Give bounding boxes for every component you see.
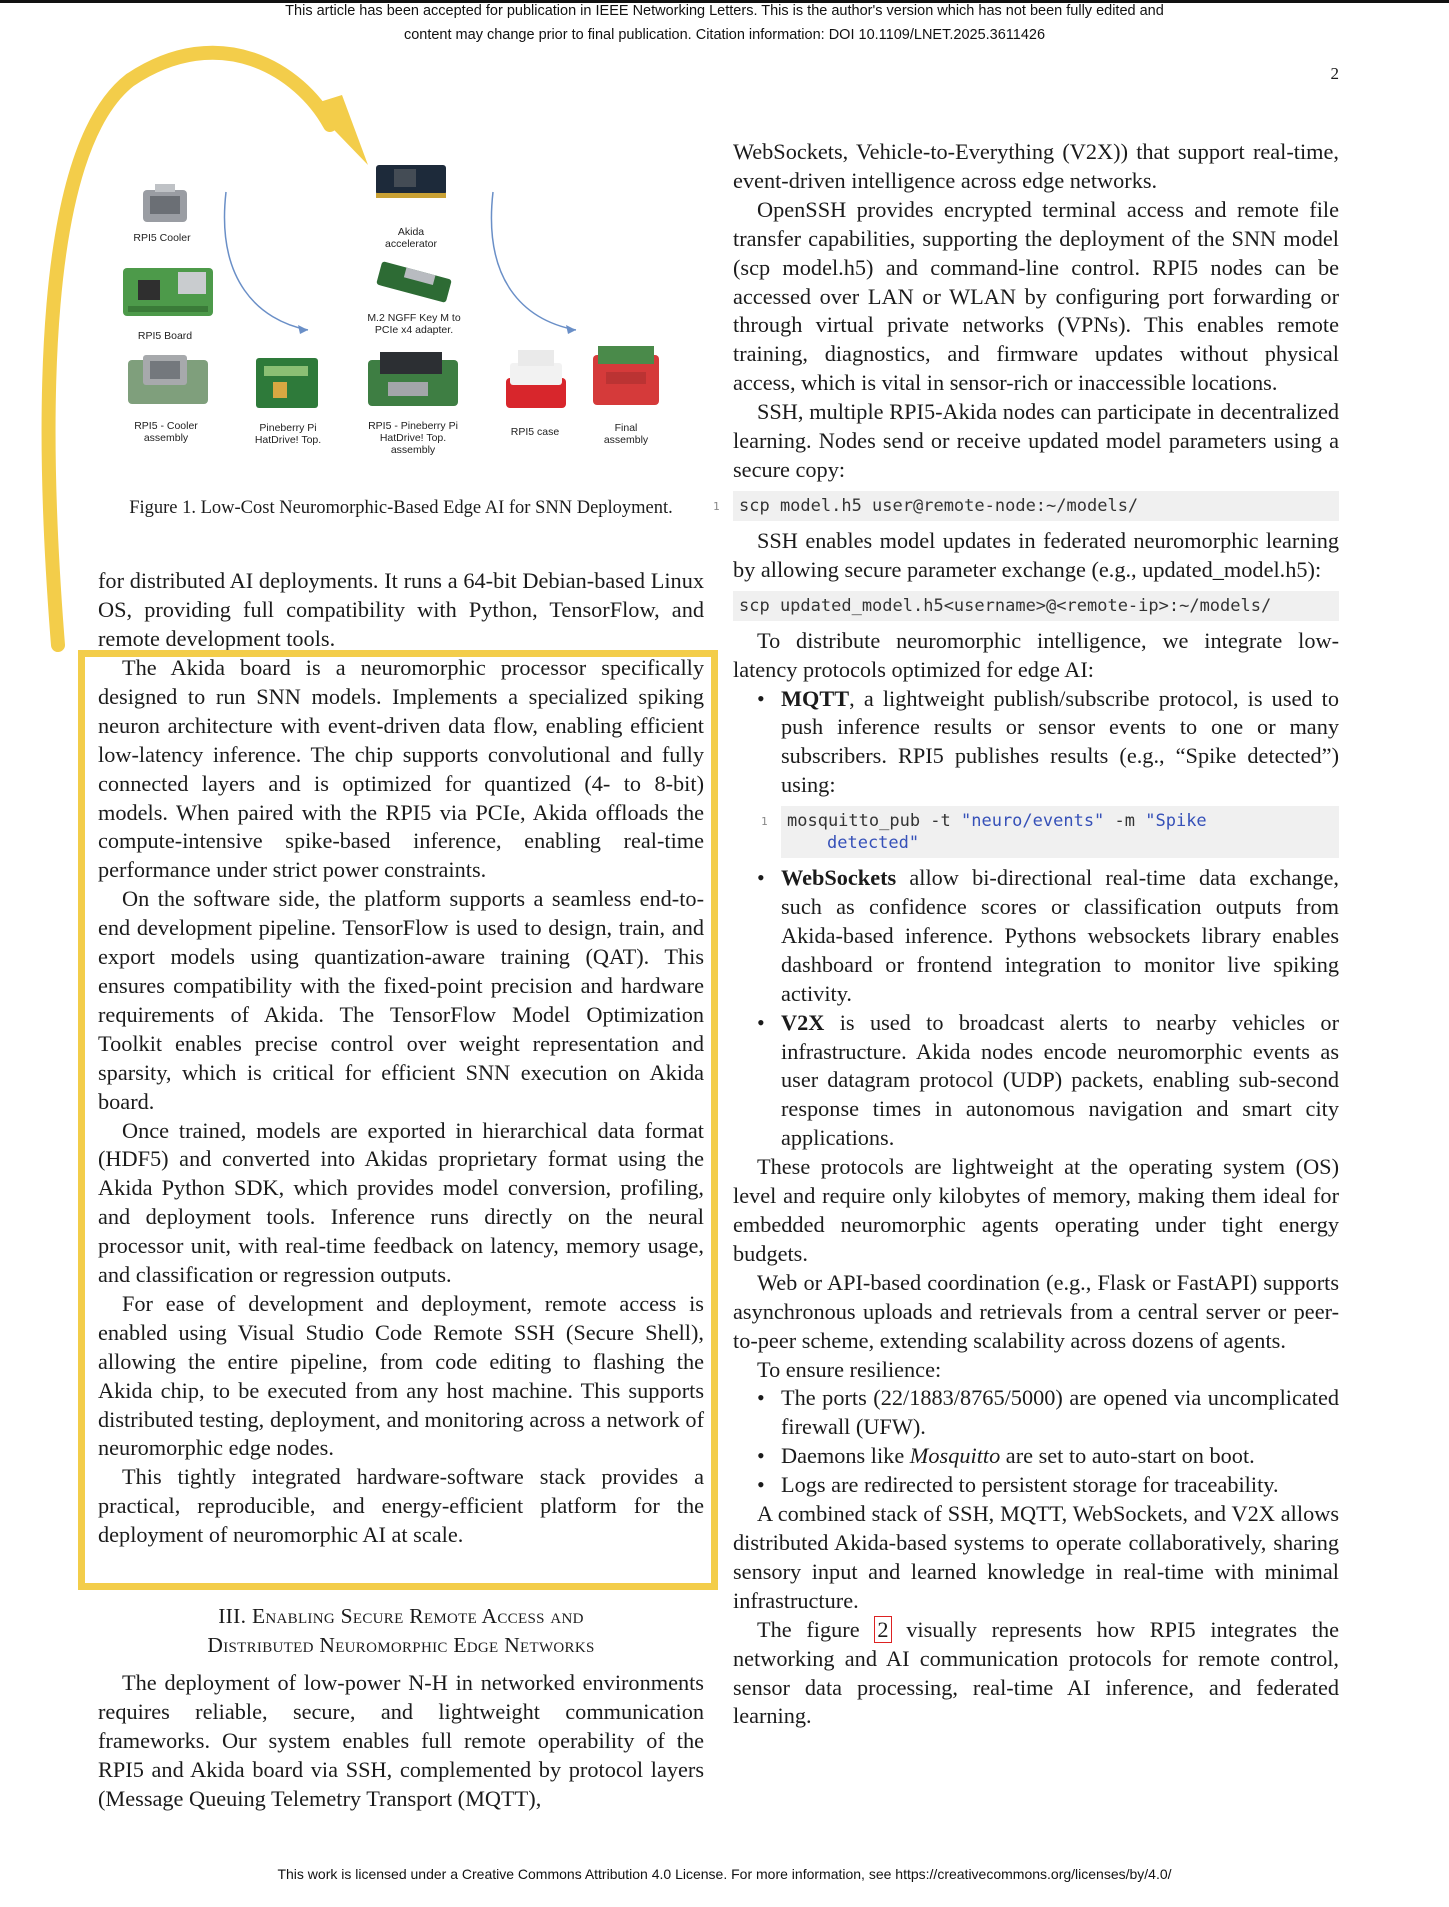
websockets-description: allow bi-directional real-time data exchange, such as confidence scores or classification outputs from Akida-based inference. Pythons websockets library enables dashboard or frontend integration to monitor live spiking activity.: [781, 865, 1339, 1006]
figure-2-post: visually represents how RPI5 integrates the networking and AI communication protocols for remote control, sensor data processing, real-time AI inference, and federated learning.: [733, 1616, 1339, 1729]
pineberry-hatdrive-image: [256, 358, 318, 408]
list-item-ports: • The ports (22/1883/8765/5000) are opened via uncomplicated firewall (UFW).: [781, 1384, 1339, 1442]
section-title-line-2: Distributed Neuromorphic Edge Networks: [207, 1633, 595, 1657]
paragraph-federated: SSH enables model updates in federated neuromorphic learning by allowing secure parameter exchange (e.g., updated_model.h5):: [733, 527, 1339, 582]
rpi5-hatdrive-assembly-image: [368, 352, 458, 406]
list-item-v2x: [781, 1009, 1339, 1154]
left-column-highlighted: [98, 654, 704, 1550]
rpi5-board-image: [123, 268, 213, 316]
paragraph-ssh-nodes: SSH, multiple RPI5-Akida nodes can participate in decentralized learning. Nodes send or receive updated model parameters using a secure copy:: [733, 399, 1339, 482]
protocol-list-continued: [733, 864, 1339, 1153]
paragraph-stack-summary: This tightly integrated hardware-software stack provides a practical, reproducible, and energy-efficient platform for the deployment of neuromorphic AI at scale.: [98, 1464, 704, 1548]
paragraph-remote-access: For ease of development and deployment, remote access is enabled using Visual Studio Code Remote SSH (Secure Shell), allowing the entire pipeline, from code editing to flashing the Akida chip, to be executed from any host machine. This supports distributed testing, deployment, and monitoring across a network of neuromorphic edge nodes.: [98, 1290, 704, 1461]
term-v2x: V2X: [781, 1009, 825, 1035]
mqtt-description: , a lightweight publish/subscribe protocol, is used to push inference results or sensor events to one or many subscribers. RPI5 publishes results (e.g., “Spike detected”) using:: [781, 685, 1339, 798]
figure-2-pre: The figure: [757, 1616, 875, 1642]
code-mosquitto-msg-1: "Spike: [1145, 811, 1207, 832]
code-mosquitto-flag: -m: [1104, 811, 1146, 832]
paragraph-combined-stack: A combined stack of SSH, MQTT, WebSockets, and V2X allows distributed Akida-based systems to operate collaboratively, sharing sensory input and learned knowledge in real-time with minimal infrastructure.: [733, 1501, 1339, 1613]
code-scp-model: [713, 491, 1339, 521]
rpi5-cooler-image: [143, 184, 187, 222]
term-websockets: WebSockets: [781, 865, 897, 891]
paragraph-akida-board: The Akida board is a neuromorphic processor specifically designed to run SNN models. Implements a specialized spiking neuron architecture with event-driven data flow, enabling efficient low-latency inference. The chip supports convolutional and fully connected layers and is optimized for quantized (4- to 8-bit) models. When paired with the RPI5 via PCIe, Akida offloads the compute-intensive spike-based inference, enabling real-time performance under strict power constraints.: [98, 655, 704, 883]
label-m2-adapter: M.2 NGFF Key M to PCIe x4 adapter.: [367, 312, 461, 336]
paragraph-web-api: Web or API-based coordination (e.g., Flask or FastAPI) supports asynchronous uploads and retrievals from a central server or peer-to-peer scheme, extending scalability across dozens of agents.: [733, 1269, 1339, 1353]
header-line-1: This article has been accepted for publication in IEEE Networking Letters. This is the author's version which has not been fully edited and: [285, 3, 1164, 19]
list-item-logs: • Logs are redirected to persistent storage for traceability.: [781, 1471, 1339, 1500]
rpi5-cooler-assembly-image: [128, 355, 208, 404]
label-final-assembly: Final assembly: [603, 422, 649, 446]
code-mosquitto-line-number: 1: [761, 815, 768, 829]
paragraph-figure-2: [733, 1616, 1339, 1732]
figure-2-link[interactable]: 2: [874, 1616, 891, 1643]
rpi5-case-image: [506, 350, 566, 408]
paragraph-model-export: Once trained, models are exported in hierarchical data format (HDF5) and converted into Akidas proprietary format using the Akida Python SDK, which provides model conversion, profiling, and deployment tools. Inference runs directly on the neural processor unit, with real-time feedback on latency, memory usage, and classification or regression outputs.: [98, 1117, 704, 1288]
code-line-number: 1: [713, 499, 720, 513]
akida-accelerator-image: [376, 165, 446, 198]
paragraph-deployment: The deployment of low-power N-H in networked environments requires reliable, secure, and lightweight communication frameworks. Our system enables full remote operability of the RPI5 and Akida board via SSH, complemented by protocol layers (Message Queuing Telemetry Transport (MQTT),: [98, 1670, 704, 1811]
label-rpi5-cooler-assembly: RPI5 - Cooler assembly: [134, 420, 198, 444]
paragraph-openssh: OpenSSH provides encrypted terminal access and remote file transfer capabilities, supporting the deployment of the SNN model (scp model.h5) and command-line control. RPI5 nodes can be accessed over LAN or WLAN by configuring port forwarding or through virtual private networks (VPNs). This enables remote training, diagnostics, and firmware updates without physical access, which is vital in sensor-rich or inaccessible locations.: [733, 196, 1339, 396]
daemons-post: are set to auto-start on boot.: [1000, 1443, 1255, 1469]
label-pineberry-hatdrive: Pineberry Pi HatDrive! Top.: [254, 422, 322, 446]
code-scp-model-text: scp model.h5 user@remote-node:~/models/: [739, 495, 1139, 516]
code-scp-updated: [733, 591, 1339, 621]
section-heading: [98, 1602, 704, 1660]
label-akida-accelerator: Akida accelerator: [385, 226, 437, 250]
header-line-2: content may change prior to final publication. Citation information: DOI 10.1109/LNET.2025.3611426: [403, 27, 1046, 43]
section-number: III.: [218, 1604, 247, 1628]
final-assembly-image: [593, 346, 659, 405]
paragraph-resilience-intro: To ensure resilience:: [757, 1356, 942, 1382]
figure-1-caption: Figure 1. Low-Cost Neuromorphic-Based Edge AI for SNN Deployment.: [129, 498, 673, 518]
paragraph-software-side: On the software side, the platform supports a seamless end-to-end development pipeline. TensorFlow is used to design, train, and export models using quantization-aware training (QAT). This ensures compatibility with the fixed-point precision and hardware requirements of Akida. The TensorFlow Model Optimization Toolkit enables precise control over weight representation and sparsity, which is critical for efficient SNN execution on Akida board.: [98, 886, 704, 1114]
paragraph-lightweight: These protocols are lightweight at the operating system (OS) level and require only kilobytes of memory, making them ideal for embedded neuromorphic agents operating under tight energy budgets.: [733, 1154, 1339, 1266]
left-column-top: [98, 567, 704, 654]
term-mqtt: MQTT: [781, 685, 850, 711]
label-rpi5-board: RPI5 Board: [137, 330, 193, 342]
page-number: 2: [1330, 64, 1339, 83]
daemons-mosquitto: Mosquitto: [909, 1443, 1001, 1469]
m2-adapter-image: [376, 261, 452, 303]
daemons-pre: Daemons like: [781, 1443, 910, 1469]
label-rpi5-cooler: RPI5 Cooler: [133, 232, 191, 244]
code-mosquitto-cmd: mosquitto_pub -t: [787, 811, 961, 832]
figure-1: [98, 120, 708, 500]
paragraph-protocols-intro: To distribute neuromorphic intelligence, we integrate low-latency protocols optimized for edge AI:: [733, 627, 1339, 682]
list-item-websockets: [781, 864, 1339, 1009]
label-rpi5-case: RPI5 case: [510, 426, 560, 438]
list-item-daemons: [781, 1442, 1339, 1471]
left-column-bottom: [98, 1669, 704, 1814]
code-scp-updated-text: scp updated_model.h5<username>@<remote-ip>:~/models/: [739, 595, 1272, 616]
code-mosquitto-msg-2: detected": [827, 833, 920, 854]
protocol-list: [733, 685, 1339, 801]
right-column: [713, 138, 1339, 1731]
code-mosquitto: [761, 806, 1339, 858]
resilience-list: [733, 1384, 1339, 1500]
paragraph-rpi5-os: for distributed AI deployments. It runs a 64-bit Debian-based Linux OS, providing full compatibility with Python, TensorFlow, and remote development tools.: [98, 568, 704, 651]
list-item-mqtt: [781, 685, 1339, 801]
v2x-description: is used to broadcast alerts to nearby vehicles or infrastructure. Akida nodes encode neuromorphic events as user datagram protocol (UDP) packets, enabling sub-second response times in autonomous navigation and smart city applications.: [781, 1009, 1339, 1151]
license-footer: This work is licensed under a Creative Commons Attribution 4.0 License. For more information, see https://creativecommons.org/licenses/by/4.0/: [277, 1866, 1172, 1882]
label-rpi5-hatdrive-assembly: RPI5 - Pineberry Pi HatDrive! Top. assembly: [368, 420, 458, 456]
paragraph-websockets-v2x: WebSockets, Vehicle-to-Everything (V2X)) that support real-time, event-driven intelligence across edge networks.: [733, 139, 1339, 193]
section-title-line-1: Enabling Secure Remote Access and: [251, 1604, 584, 1628]
code-mosquitto-topic: "neuro/events": [961, 811, 1105, 832]
